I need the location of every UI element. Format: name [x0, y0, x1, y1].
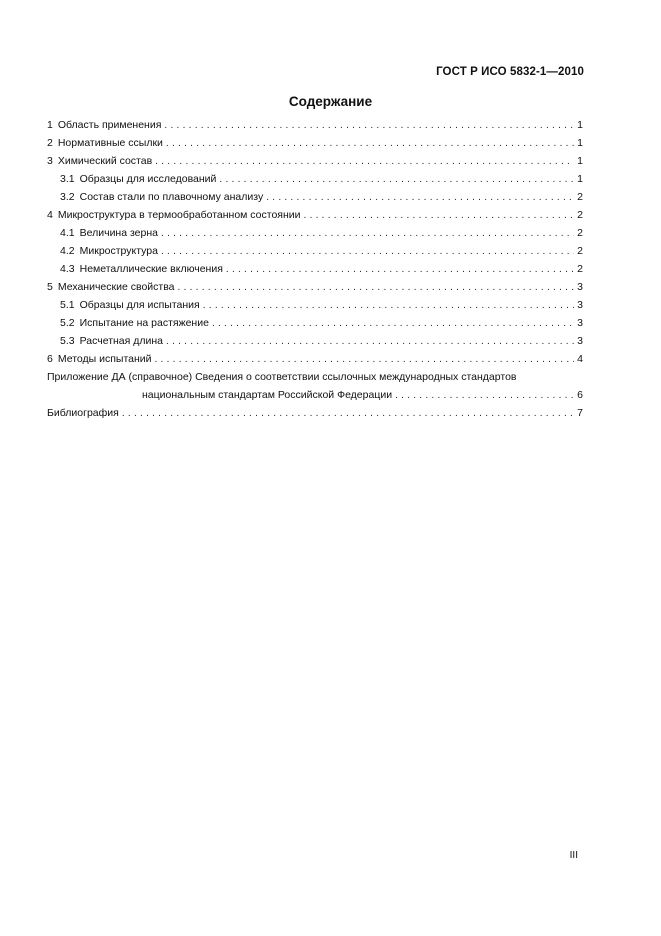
toc-entry-number: 2 — [47, 137, 53, 149]
toc-entry-page: 1 — [577, 173, 583, 185]
toc-entry-5[interactable] — [47, 281, 583, 299]
toc-entry-page: 3 — [577, 317, 583, 329]
toc-entry-page: 3 — [577, 335, 583, 347]
dot-leader — [122, 408, 574, 419]
toc-entry-page: 3 — [577, 281, 583, 293]
toc-entry-5-1[interactable] — [47, 299, 583, 317]
dot-leader — [164, 120, 574, 131]
toc-entry-label: Нормативные ссылки — [57, 137, 163, 149]
toc-entry-page: 1 — [577, 155, 583, 167]
dot-leader — [203, 300, 574, 311]
toc-entry-4-2[interactable] — [47, 245, 583, 263]
toc-entry-page: 3 — [577, 299, 583, 311]
toc-entry-4[interactable] — [47, 209, 583, 227]
toc-entry-page: 2 — [577, 191, 583, 203]
toc-entry-page: 4 — [577, 353, 583, 365]
toc-entry-2[interactable] — [47, 137, 583, 155]
toc-entry-page: 1 — [577, 137, 583, 149]
dot-leader — [155, 156, 574, 167]
toc-entry-4-1[interactable] — [47, 227, 583, 245]
dot-leader — [166, 138, 574, 149]
toc-entry-1[interactable] — [47, 119, 583, 137]
bibliography-label: Библиография — [47, 407, 119, 419]
toc-entry-5-3[interactable] — [47, 335, 583, 353]
toc-entry-number: 4.1 — [60, 227, 75, 239]
toc-entry-label: Испытание на растяжение — [79, 317, 209, 329]
toc-entry-label: Образцы для испытания — [79, 299, 200, 311]
toc-annex-line-1[interactable] — [47, 371, 583, 389]
dot-leader — [395, 390, 574, 401]
toc-entry-number: 3.1 — [60, 173, 75, 185]
toc-entry-number: 3 — [47, 155, 53, 167]
toc-entry-label: Микроструктура — [79, 245, 158, 257]
toc-entry-number: 5.2 — [60, 317, 75, 329]
dot-leader — [226, 264, 574, 275]
dot-leader — [304, 210, 574, 221]
toc-entry-label: Механические свойства — [57, 281, 175, 293]
dot-leader — [266, 192, 574, 203]
toc-entry-label: Величина зерна — [79, 227, 159, 239]
toc-entry-page: 2 — [577, 209, 583, 221]
toc-entry-number: 4.3 — [60, 263, 75, 275]
dot-leader — [161, 246, 574, 257]
toc-entry-number: 6 — [47, 353, 53, 365]
table-of-contents — [47, 119, 583, 425]
page-number: III — [569, 850, 578, 861]
toc-entry-3-2[interactable] — [47, 191, 583, 209]
toc-entry-label: Состав стали по плавочному анализу — [79, 191, 264, 203]
toc-entry-page: 1 — [577, 119, 583, 131]
document-code: ГОСТ Р ИСО 5832-1—2010 — [436, 66, 584, 78]
toc-entry-6[interactable] — [47, 353, 583, 371]
toc-entry-4-3[interactable] — [47, 263, 583, 281]
toc-entry-number: 3.2 — [60, 191, 75, 203]
toc-entry-3[interactable] — [47, 155, 583, 173]
toc-entry-label: Химический состав — [57, 155, 153, 167]
toc-entry-label: Неметаллические включения — [79, 263, 223, 275]
toc-entry-page: 2 — [577, 227, 583, 239]
dot-leader — [212, 318, 574, 329]
toc-entry-page: 2 — [577, 263, 583, 275]
toc-entry-number: 5.1 — [60, 299, 75, 311]
toc-entry-number: 5 — [47, 281, 53, 293]
toc-entry-page: 6 — [577, 389, 583, 401]
toc-entry-page: 7 — [577, 407, 583, 419]
toc-entry-number: 4.2 — [60, 245, 75, 257]
annex-title-continued: национальным стандартам Российской Федерации — [142, 389, 393, 401]
toc-annex-line-2[interactable] — [47, 389, 583, 407]
dot-leader — [161, 228, 574, 239]
toc-title: Содержание — [288, 94, 373, 109]
dot-leader — [155, 354, 575, 365]
toc-entry-page: 2 — [577, 245, 583, 257]
toc-entry-label: Методы испытаний — [57, 353, 152, 365]
toc-entry-number: 1 — [47, 119, 53, 131]
dot-leader — [219, 174, 574, 185]
toc-entry-label: Образцы для исследований — [79, 173, 217, 185]
toc-entry-number: 5.3 — [60, 335, 75, 347]
dot-leader — [166, 336, 574, 347]
toc-entry-label: Микроструктура в термообработанном состоянии — [57, 209, 301, 221]
toc-entry-3-1[interactable] — [47, 173, 583, 191]
toc-entry-label: Расчетная длина — [79, 335, 164, 347]
toc-bibliography[interactable] — [47, 407, 583, 425]
dot-leader — [178, 282, 574, 293]
toc-entry-5-2[interactable] — [47, 317, 583, 335]
toc-entry-label: Область применения — [57, 119, 162, 131]
annex-title: Приложение ДА (справочное) Сведения о соответствии ссылочных международных стандартов — [47, 371, 517, 383]
toc-entry-number: 4 — [47, 209, 53, 221]
